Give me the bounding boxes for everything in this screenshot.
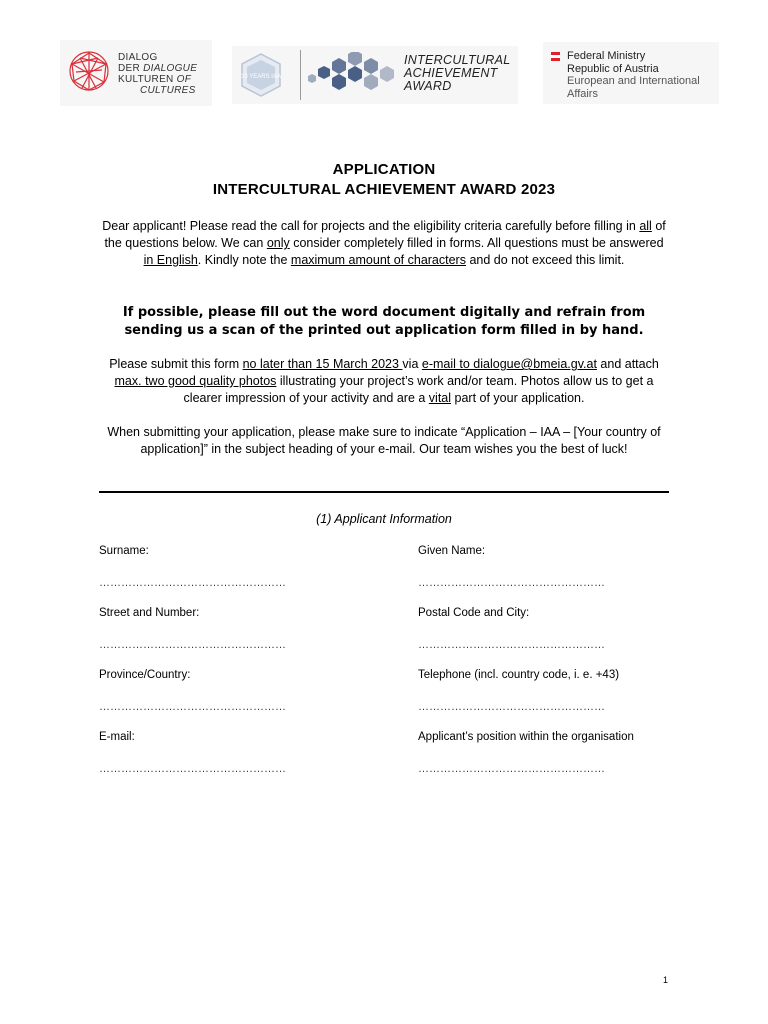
email-field[interactable]: …………………………………………… bbox=[99, 763, 286, 775]
given-name-label: Given Name: bbox=[418, 545, 486, 557]
iaa-logo bbox=[232, 46, 518, 104]
email-label: E-mail: bbox=[99, 731, 135, 743]
subject-heading-note: When submitting your application, please make sure to indicate “Application – IAA – [Your country of application]” in the subject heading of your e-mail. Our team wishes you the best of luck! bbox=[107, 425, 661, 456]
page-number: 1 bbox=[663, 975, 669, 985]
province-country-label: Province/Country: bbox=[99, 669, 191, 681]
section-heading: (1) Applicant Information bbox=[316, 512, 452, 526]
position-label: Applicant’s position within the organisation bbox=[418, 731, 634, 743]
surname-label: Surname: bbox=[99, 545, 149, 557]
section-divider bbox=[99, 491, 669, 493]
document-subtitle: INTERCULTURAL ACHIEVEMENT AWARD 2023 bbox=[212, 181, 556, 198]
iaa-logo-text: INTERCULTURAL ACHIEVEMENT AWARD bbox=[404, 53, 511, 93]
street-label: Street and Number: bbox=[99, 607, 200, 619]
hexagon-cluster-icon bbox=[308, 52, 400, 98]
federal-ministry-logo bbox=[543, 42, 719, 104]
submission-instructions: Please submit this form no later than 15 March 2023 via e-mail to dialogue@bmeia.gv.at and attach max. two good quality photos illustrating your project’s work and/or team. Photos allow us to get a clearer impression of your activity and are a vital part of your application. bbox=[109, 357, 659, 405]
postal-city-label: Postal Code and City: bbox=[418, 607, 530, 619]
dialog-logo-text: DIALOG DER DIALOGUE KULTUREN OF CULTURES bbox=[118, 52, 198, 96]
ministry-logo-text: Federal Ministry Republic of Austria European and International Affairs bbox=[567, 50, 700, 100]
telephone-label: Telephone (incl. country code, i. e. +43) bbox=[418, 669, 620, 681]
network-icon bbox=[66, 48, 112, 94]
document-title: APPLICATION bbox=[332, 161, 436, 178]
telephone-field[interactable]: …………………………………………… bbox=[418, 701, 605, 713]
surname-field[interactable]: …………………………………………… bbox=[99, 577, 286, 589]
ten-years-badge-text: 10 YEARS IAA bbox=[241, 74, 281, 80]
postal-city-field[interactable]: …………………………………………… bbox=[418, 639, 605, 651]
email-link[interactable]: e-mail to dialogue@bmeia.gv.at bbox=[421, 357, 597, 371]
digital-submission-note: If possible, please fill out the word document digitally and refrain from sending us a scan of the printed out application form filled in by hand. bbox=[122, 305, 646, 338]
ten-years-badge-icon bbox=[238, 52, 284, 98]
given-name-field[interactable]: …………………………………………… bbox=[418, 577, 605, 589]
province-country-field[interactable]: …………………………………………… bbox=[99, 701, 286, 713]
austria-flag-icon bbox=[551, 52, 560, 61]
position-field[interactable]: …………………………………………… bbox=[418, 763, 605, 775]
intro-paragraph: Dear applicant! Please read the call for projects and the eligibility criteria carefully before filling in all of the questions below. We can only consider completely filled in forms. All questions must be answered in English. Kindly note the maximum amount of characters and do not exceed this limit. bbox=[102, 219, 666, 267]
dialog-der-kulturen-logo bbox=[60, 40, 212, 106]
street-field[interactable]: …………………………………………… bbox=[99, 639, 286, 651]
logo-divider bbox=[300, 50, 301, 100]
